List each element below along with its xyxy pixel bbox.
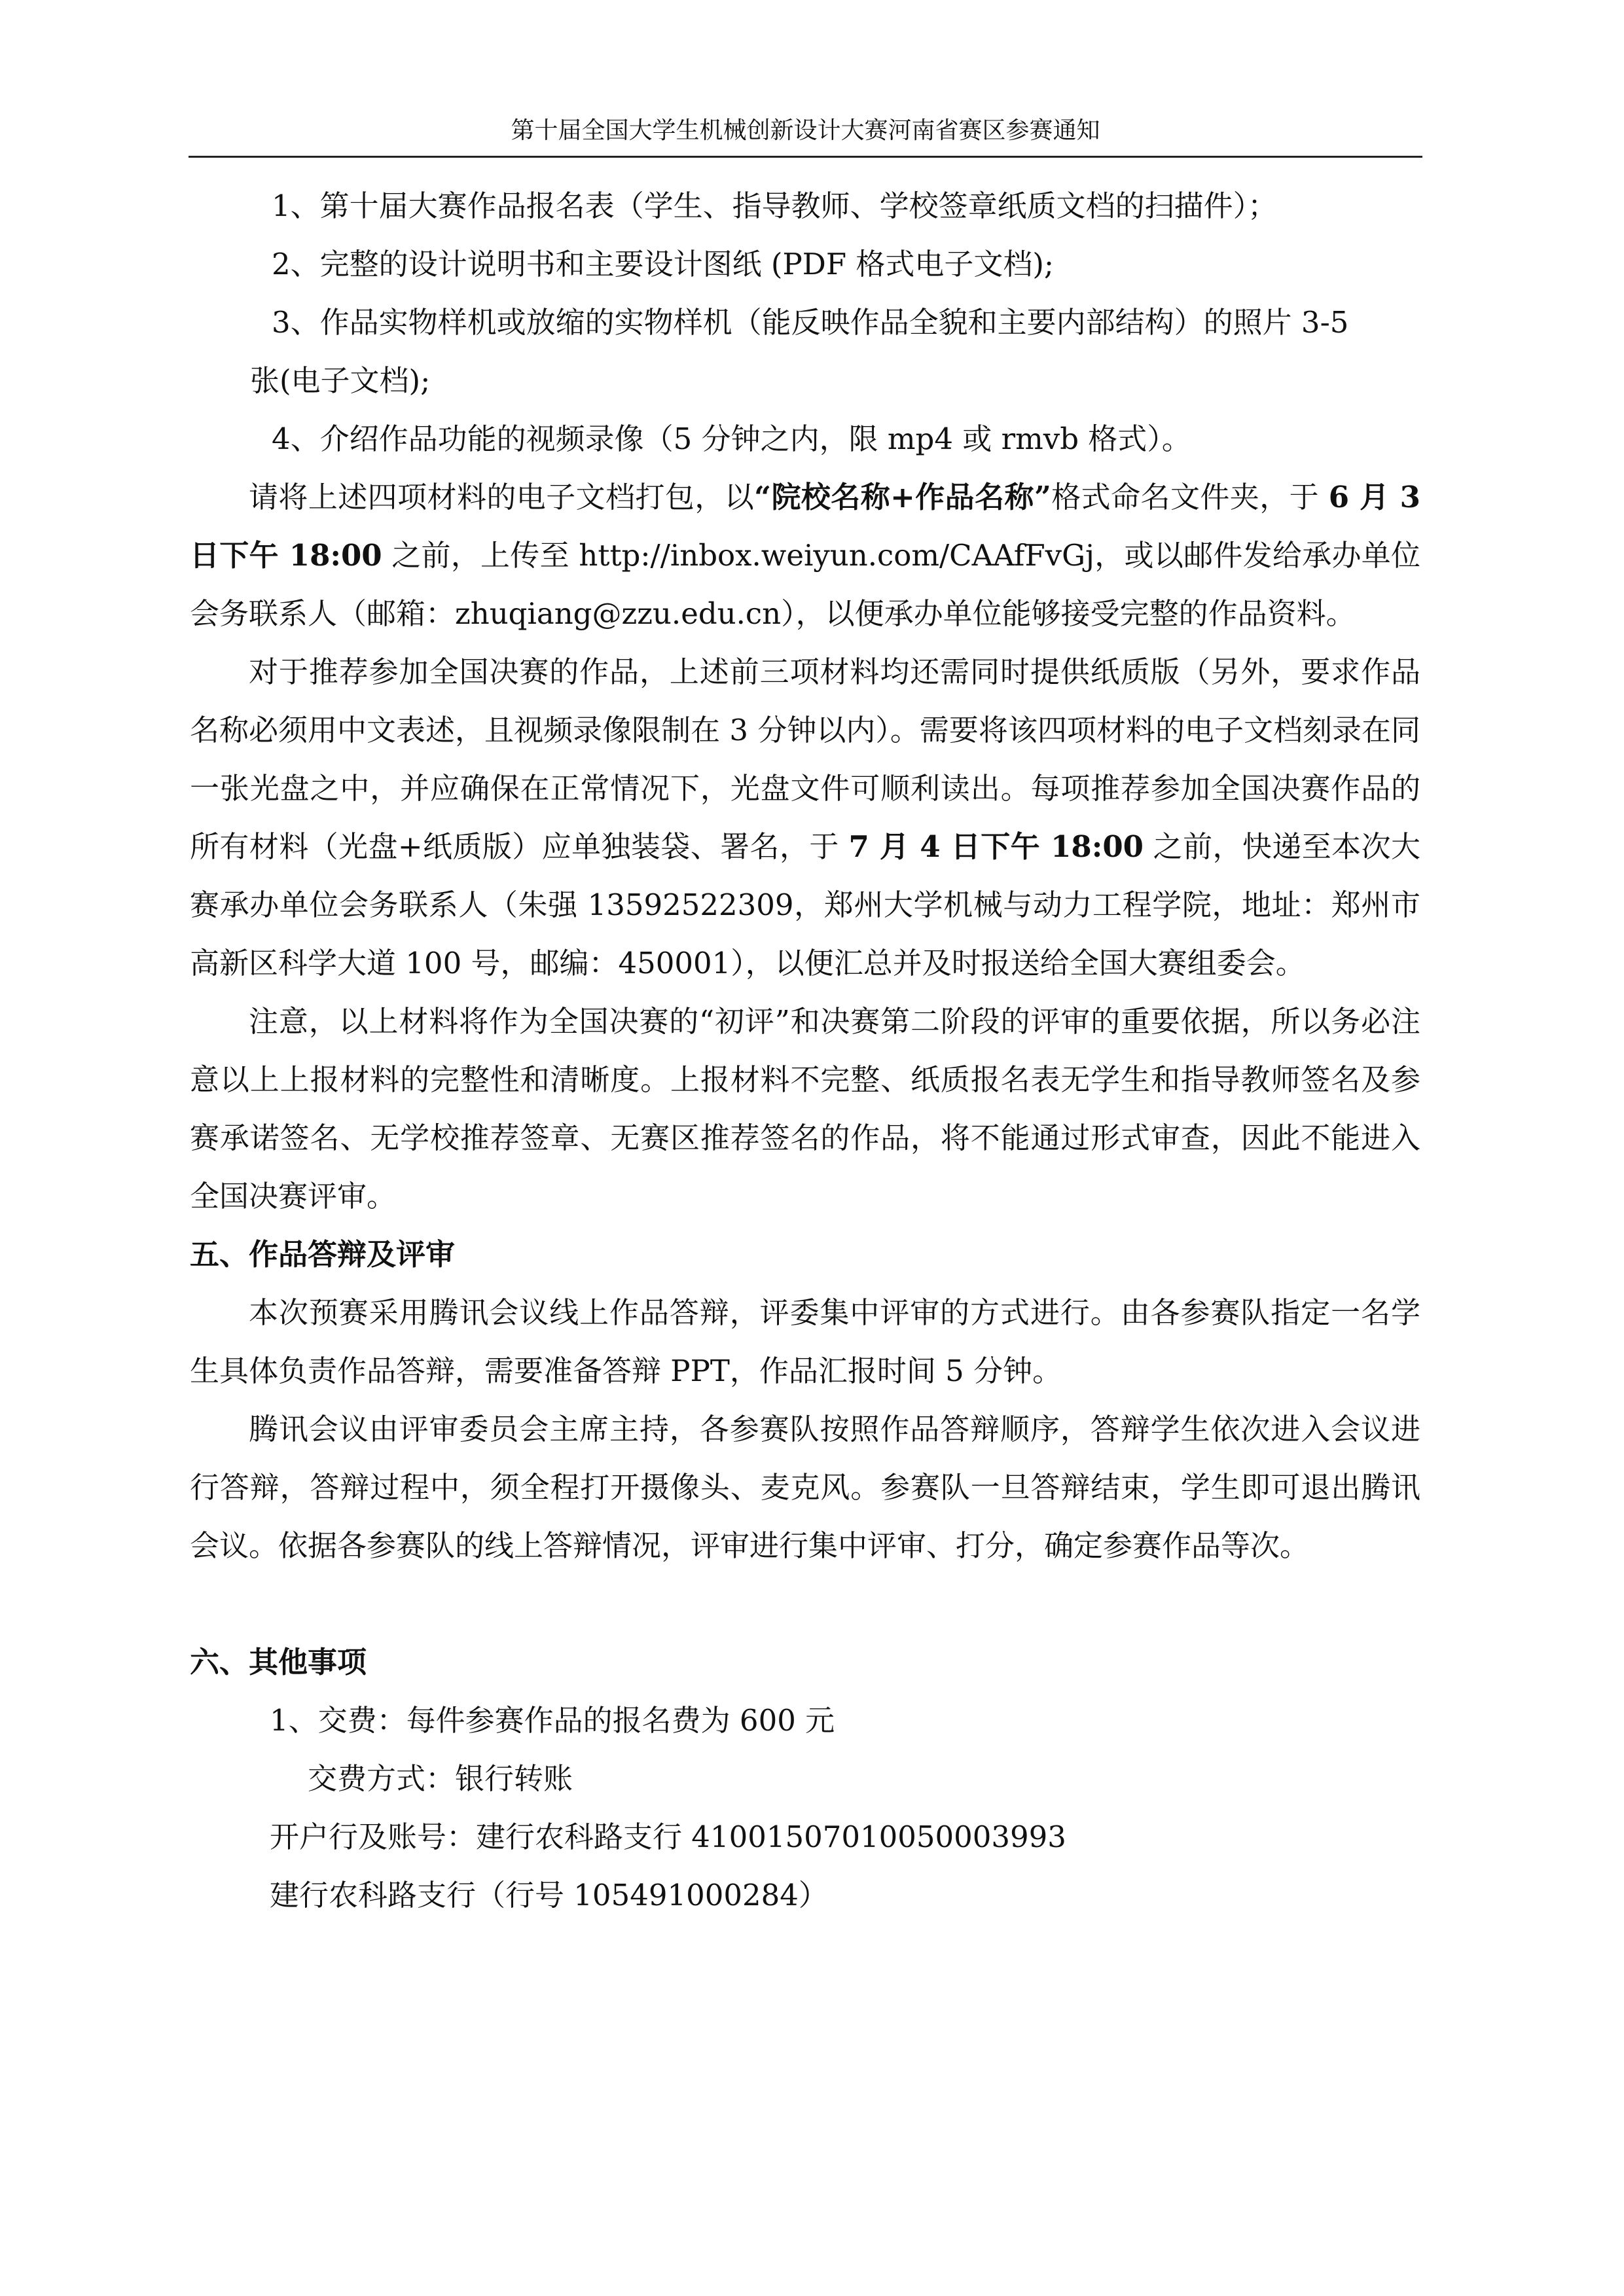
bank-account-line: 开户行及账号：建行农科路支行 41001507010050003993 — [270, 1820, 1066, 1854]
section-6-heading: 六、其他事项 — [190, 1645, 367, 1679]
submission-text-c: 格式命名文件夹，于 — [1051, 480, 1329, 514]
material-item-4: 4、介绍作品功能的视频录像（5 分钟之内，限 mp4 或 rmvb 格式）。 — [272, 422, 1191, 456]
final-materials-paragraph — [190, 643, 1420, 992]
section-5-paragraph-2: 腾讯会议由评审委员会主席主持，各参赛队按照作品答辩顺序，答辩学生依次进入会议进行答辩，答辩过程中，须全程打开摄像头、麦克风。参赛队一旦答辩结束，学生即可退出腾讯会议。依据各参赛队的线上答辩情况，评审进行集中评审、打分，确定参赛作品等次。 — [190, 1412, 1420, 1563]
document-body — [190, 177, 1420, 1924]
final-text-a: 对于推荐参加全国决赛的作品，上述前三项材料均还需同时提供纸质版（另外，要求作品名称必须用中文表述，且视频录像限制在 3 分钟以内）。需要将该四项材料的电子文档刻录在同一张光盘之中，并应确保在正常情况下，光盘文件可顺利读出。每项推荐参加全国决赛作品的所有材料（光盘+纸质版）应单独装袋、署名，于 — [190, 655, 1420, 864]
final-deadline: 7 月 4 日下午 18:00 — [848, 829, 1144, 864]
fee-line: 1、交费：每件参赛作品的报名费为 600 元 — [270, 1703, 835, 1738]
material-item-3-line-1: 3、作品实物样机或放缩的实物样机（能反映作品全貌和主要内部结构）的照片 3-5 — [272, 305, 1349, 340]
material-item-3-line-2: 张(电子文档); — [250, 363, 431, 398]
submission-paragraph — [190, 468, 1420, 643]
payment-method-line: 交费方式：银行转账 — [308, 1761, 573, 1796]
submission-deadline: 6 月 3 日下午 18:00 — [190, 480, 1420, 573]
submission-text-e: 之前，上传至 http://inbox.weiyun.com/CAAfFvGj，或以邮件发给承办单位会务联系人（邮箱：zhuqiang@zzu.edu.cn），以便承办单位能够接受完整的作品资料。 — [190, 538, 1420, 631]
material-item-1: 1、第十届大赛作品报名表（学生、指导教师、学校签章纸质文档的扫描件）； — [272, 188, 1278, 223]
page-header: 第十届全国大学生机械创新设计大赛河南省赛区参赛通知 — [511, 117, 1100, 144]
bank-branch-line: 建行农科路支行（行号 105491000284） — [270, 1878, 828, 1912]
final-text-c: 之前，快递至本次大赛承办单位会务联系人（朱强 13592522309，郑州大学机械与动力工程学院，地址：郑州市高新区科学大道 100 号，邮编：450001），以便汇总并及时报送给全国大赛组委会。 — [190, 829, 1420, 980]
submission-text-a: 请将上述四项材料的电子文档打包，以 — [249, 480, 755, 514]
spacer — [190, 1575, 1420, 1633]
notice-paragraph: 注意，以上材料将作为全国决赛的“初评”和决赛第二阶段的评审的重要依据，所以务必注意以上上报材料的完整性和清晰度。上报材料不完整、纸质报名表无学生和指导教师签名及参赛承诺签名、无学校推荐签章、无赛区推荐签名的作品，将不能通过形式审查，因此不能进入全国决赛评审。 — [190, 1004, 1420, 1213]
header-rule — [189, 156, 1422, 158]
material-item-2: 2、完整的设计说明书和主要设计图纸 (PDF 格式电子文档); — [272, 247, 1055, 281]
section-5-heading: 五、作品答辩及评审 — [190, 1237, 456, 1272]
folder-name-format: “院校名称+作品名称” — [754, 480, 1051, 514]
section-5-paragraph-1: 本次预赛采用腾讯会议线上作品答辩，评委集中评审的方式进行。由各参赛队指定一名学生具体负责作品答辩，需要准备答辩 PPT，作品汇报时间 5 分钟。 — [190, 1295, 1420, 1388]
